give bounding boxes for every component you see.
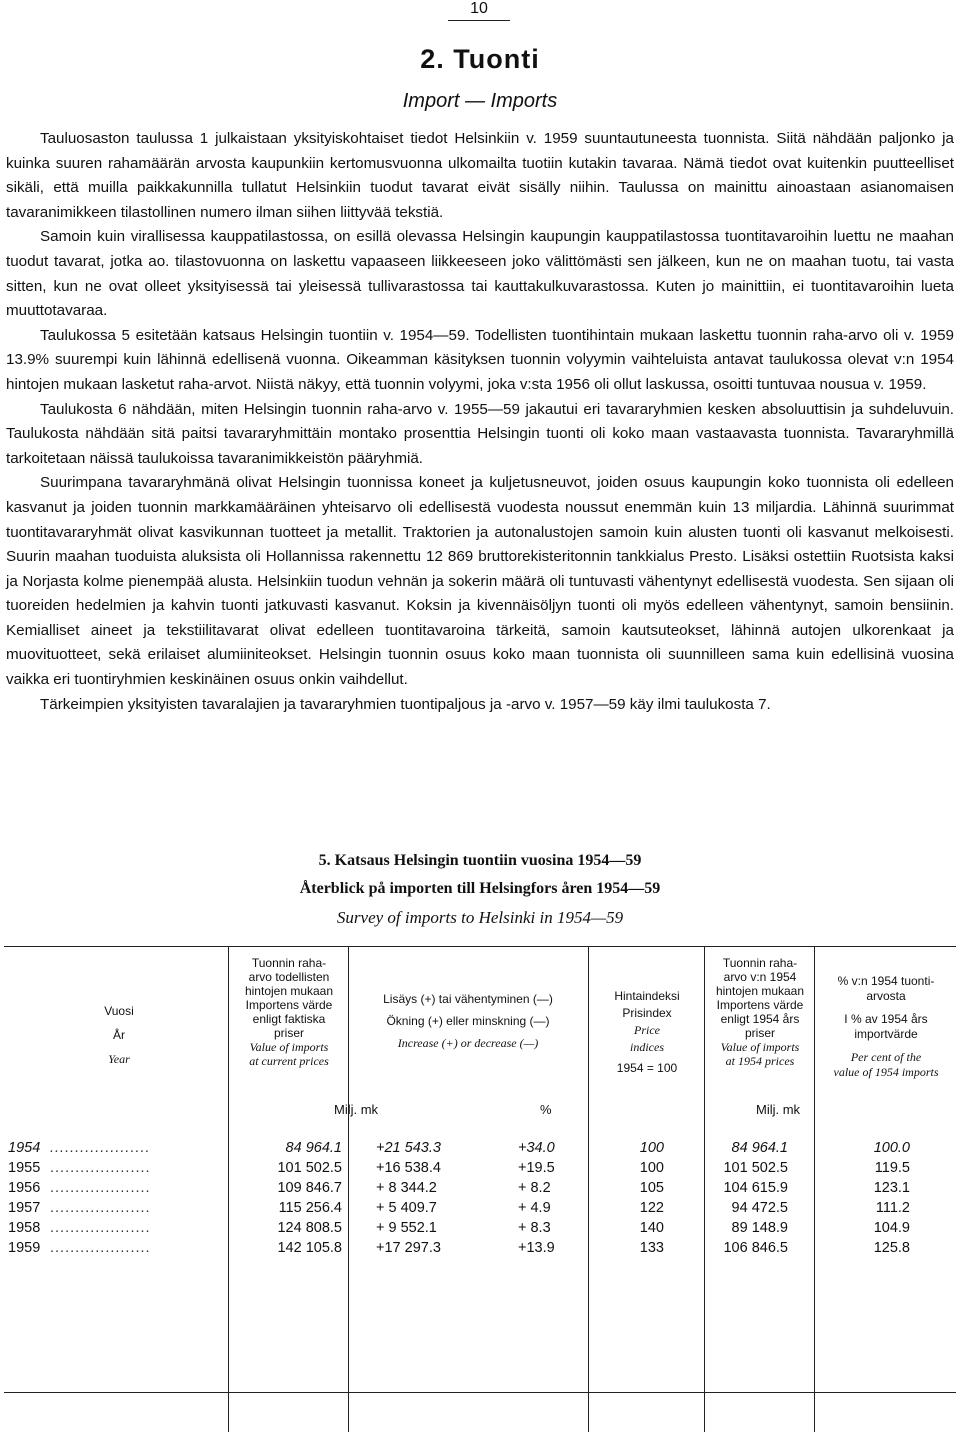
change-pct-cell: +34.0 xyxy=(518,1140,555,1156)
leader-dots: .................... xyxy=(50,1180,151,1196)
year-cell: 1954 xyxy=(8,1140,41,1156)
change-abs-cell: + 5 409.7 xyxy=(376,1200,437,1216)
current-cell: 109 846.7 xyxy=(277,1180,342,1196)
header-current-prices: Tuonnin raha- arvo todellisten hintojen mukaan Importens värde enligt faktiska priser Value of imports at current prices xyxy=(244,956,334,1068)
pct1954-cell: 111.2 xyxy=(875,1200,910,1216)
index-cell: 100 xyxy=(639,1160,664,1176)
change-pct-cell: + 4.9 xyxy=(518,1200,551,1216)
current-cell: 142 105.8 xyxy=(277,1240,342,1256)
pct1954-cell: 104.9 xyxy=(873,1220,910,1236)
change-pct-cell: +13.9 xyxy=(518,1240,555,1256)
change-pct-cell: + 8.3 xyxy=(518,1220,551,1236)
leader-dots: .................... xyxy=(50,1240,151,1256)
header-pct-1954: % v:n 1954 tuonti- arvosta I % av 1954 års importvärde Per cent of the value of 1954 imports xyxy=(833,974,939,1079)
year-cell: 1956 xyxy=(8,1180,41,1196)
header-change: Lisäys (+) tai vähentyminen (—) Ökning (+) eller minskning (—) Increase (+) or decrease (—) xyxy=(383,992,553,1050)
at1954-cell: 101 502.5 xyxy=(723,1160,788,1176)
year-cell: 1957 xyxy=(8,1200,41,1216)
paragraph: Tauluosaston taulussa 1 julkaistaan yksityiskohtaiset tiedot Helsinkiin v. 1959 suuntautuneesta tuonnista. Siitä nähdään paljonko ja kuinka suuren rahamäärän arvosta kaupunkiin kertomusvuonna ulkomailta tuotiin kutakin tavaraa. Nämä tiedot ovat kuitenkin puutteelliset sikäli, että muilla paikkakunnilla tullatut Helsinkiin tuodut tavarat eivät sisälly niihin. Taulussa on mainittu ainoastaan asianomaisen tavaranimikkeen tilastollinen numero ilman siihen liittyvää tekstiä. xyxy=(6,130,954,221)
table-row xyxy=(4,1240,956,1260)
current-cell: 124 808.5 xyxy=(277,1220,342,1236)
at1954-cell: 89 148.9 xyxy=(731,1220,788,1236)
current-cell: 115 256.4 xyxy=(278,1200,342,1216)
table-row xyxy=(4,1180,956,1200)
year-cell: 1959 xyxy=(8,1240,41,1256)
table-row xyxy=(4,1160,956,1180)
at1954-cell: 106 846.5 xyxy=(723,1240,788,1256)
year-cell: 1955 xyxy=(8,1160,41,1176)
index-cell: 122 xyxy=(639,1200,664,1216)
at1954-cell: 84 964.1 xyxy=(731,1140,788,1156)
index-cell: 105 xyxy=(639,1180,664,1196)
current-cell: 84 964.1 xyxy=(285,1140,342,1156)
current-cell: 101 502.5 xyxy=(277,1160,342,1176)
paragraph: Samoin kuin virallisessa kauppatilastossa, on esillä olevassa Helsingin kaupungin kauppatilastossa tuontitavaroihin luettu ne maahan tuodut tavarat, jotka ao. tilastovuonna on laskettu vapaaseen liikkeeseen joko välittömästi sen jälkeen, kun ne on maahan tuotu, tai vasta sitten, kun ne ovat olleet yksityisessä tai yleisessä tullivarastossa tai kauttakulkuvarastossa. Kuten jo mainittiin, ei tuontitavaroihin lueta muuttotavaraa. xyxy=(6,228,954,320)
table-row xyxy=(4,1220,956,1240)
header-year: Vuosi År Year xyxy=(104,1004,134,1066)
body-text xyxy=(6,127,954,717)
change-abs-cell: +16 538.4 xyxy=(376,1160,441,1176)
at1954-cell: 104 615.9 xyxy=(723,1180,788,1196)
section-subtitle: Import — Imports xyxy=(402,90,558,112)
leader-dots: .................... xyxy=(50,1200,151,1216)
table-title-fi: 5. Katsaus Helsingin tuontiin vuosina 1954—59 xyxy=(318,852,642,869)
change-abs-cell: + 9 552.1 xyxy=(376,1220,437,1236)
index-cell: 140 xyxy=(639,1220,664,1236)
change-pct-cell: +19.5 xyxy=(518,1160,555,1176)
table-title-sv: Återblick på importen till Helsingfors åren 1954—59 xyxy=(299,880,661,897)
leader-dots: .................... xyxy=(50,1220,151,1236)
at1954-cell: 94 472.5 xyxy=(731,1200,788,1216)
unit-milj-mk-1: Milj. mk xyxy=(334,1102,379,1117)
table-title-en: Survey of imports to Helsinki in 1954—59 xyxy=(336,908,624,927)
page-number: 10 xyxy=(448,0,510,21)
pct1954-cell: 123.1 xyxy=(873,1180,910,1196)
year-cell: 1958 xyxy=(8,1220,41,1236)
leader-dots: .................... xyxy=(50,1140,151,1156)
paragraph: Taulukossa 5 esitetään katsaus Helsingin tuontiin v. 1954—59. Todellisten tuontihintain mukaan laskettu tuonnin raha-arvo oli v. 1959 13.9% suurempi kuin lähinnä edellisenä vuonna. Oikeamman käsityksen tuonnin volyymin vaihteluista antavat taulukossa olevat v:n 1954 hintojen mukaan lasketut raha-arvot. Niistä näkyy, että tuonnin volyymi, joka v:sta 1956 oli ollut laskussa, osoitti tuntuvaa nousua v. 1959. xyxy=(6,326,954,393)
header-price-index: Hintaindeksi Prisindex Price indices 1954 = 100 xyxy=(614,989,680,1075)
pct1954-cell: 100.0 xyxy=(873,1140,910,1156)
change-pct-cell: + 8.2 xyxy=(518,1180,551,1196)
paragraph: Taulukosta 6 nähdään, miten Helsingin tuonnin raha-arvo v. 1955—59 jakautui eri tavararyhmien kesken absoluuttisin ja suhdeluvuin. Taulukosta nähdään sitä paitsi tavararyhmittäin montako prosenttia Helsingin tuonti oli koko maan vastaavasta tuonnista. Tavararyhmillä tarkoitetaan näissä taulukoissa tavaranimikkeistön pääryhmiä. xyxy=(6,400,954,467)
table-row xyxy=(4,1140,956,1160)
table-row xyxy=(4,1200,956,1220)
change-abs-cell: + 8 344.2 xyxy=(376,1180,437,1196)
header-1954-prices: Tuonnin raha- arvo v:n 1954 hintojen mukaan Importens värde enligt 1954 års priser Value of imports at 1954 prices xyxy=(715,956,805,1068)
change-abs-cell: +17 297.3 xyxy=(376,1240,441,1256)
paragraph: Tärkeimpien yksityisten tavaralajien ja tavararyhmien tuontipaljous ja -arvo v. 1957—59 käy ilmi taulukosta 7. xyxy=(40,695,771,713)
unit-pct: % xyxy=(540,1102,552,1117)
index-cell: 100 xyxy=(639,1140,664,1156)
paragraph: Suurimpana tavararyhmänä olivat Helsingin tuonnissa koneet ja kuljetusneuvot, joiden osuus kaupungin koko tuonnista oli edelleen kasvanut ja joiden tuonnin markkamääräinen yhteisarvo oli edellisestä vuodesta noussut enemmän kuin 13 miljardia. Lähinnä suurimmat tuontitavararyhmät olivat kasvikunnan tuotteet ja metallit. Traktorien ja autonalustojen samoin kuin alusten tuonti oli kasvanut melkoisesti. Suurin maahan tuoduista aluksista oli Hollannissa rakennettu 12 869 bruttorekisteritonnin tankkialus Presto. Lisäksi ostettiin Ruotsista kaksi ja Norjasta kolme pienempää alusta. Helsinkiin tuodun vehnän ja sokerin määrä oli tuntuvasti vähentynyt edellisestä vuodesta. Sen sijaan oli tuoreiden hedelmien ja kahvin tuonti jatkuvasti kasvanut. Koksin ja kivennäisöljyn tuonti oli myös edelleen vähentynyt, samoin bensiinin. Kemialliset aineet ja tekstiilitavarat olivat edelleen tuontitavaroina tärkeitä, samoin kautsuteokset, lähinnä autojen ulkorenkaat ja muovituotteet, sekä erilaiset alumiiniteokset. Helsingin tuonnin osuus koko maan tuonnista oli suunnilleen sama kuin edellisinä vuosina vaikka eri tuontiryhmien keskinäinen osuus onkin vaihdellut. xyxy=(6,474,954,689)
pct1954-cell: 119.5 xyxy=(874,1160,910,1176)
change-abs-cell: +21 543.3 xyxy=(376,1140,441,1156)
leader-dots: .................... xyxy=(50,1160,151,1176)
unit-milj-mk-2: Milj. mk xyxy=(756,1102,801,1117)
pct1954-cell: 125.8 xyxy=(873,1240,910,1256)
index-cell: 133 xyxy=(639,1240,664,1256)
section-title: 2. Tuonti xyxy=(420,44,540,74)
